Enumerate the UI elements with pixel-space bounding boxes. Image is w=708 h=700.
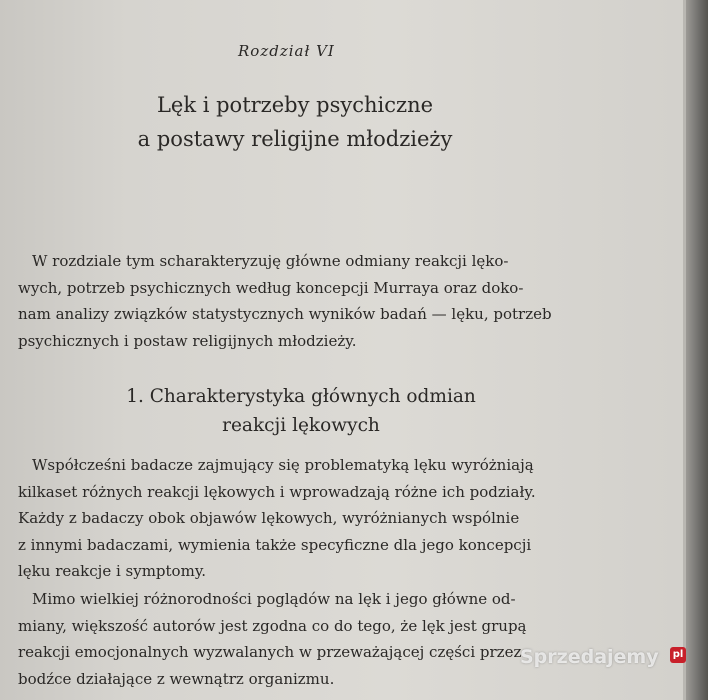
section-heading	[96, 382, 506, 440]
body-paragraph-1	[18, 452, 603, 585]
section-heading-line-2: reakcji lękowych	[222, 415, 380, 436]
body2-line-4: bodźce działające z wewnątrz organizmu.	[18, 669, 335, 688]
body2-line-1: Mimo wielkiej różnorodności poglądów na lęk i jego główne od-	[32, 590, 516, 608]
body-paragraph-2	[18, 586, 603, 692]
body1-line-3: Każdy z badaczy obok objawów lękowych, wyróżnianych wspólnie	[18, 509, 520, 527]
body1-line-5: lęku reakcje i symptomy.	[18, 562, 207, 580]
watermark-badge: pl	[670, 647, 686, 663]
body2-line-2: miany, większość autorów jest zgodna co do tego, że lęk jest grupą	[18, 616, 527, 635]
intro-line-3: nam analizy związków statystycznych wyników badań — lęku, potrzeb	[18, 305, 552, 323]
intro-line-1: W rozdziale tym scharakteryzuję główne odmiany reakcji lęko-	[32, 252, 509, 270]
intro-paragraph	[18, 248, 603, 354]
chapter-title	[110, 88, 480, 156]
body1-line-1: Współcześni badacze zajmujący się problematyką lęku wyróżniają	[32, 456, 534, 474]
page-edge-shadow	[686, 0, 708, 700]
intro-line-2: wych, potrzeb psychicznych według koncepcji Murraya oraz doko-	[18, 278, 524, 297]
chapter-title-line-2: a postawy religijne młodzieży	[137, 127, 453, 151]
watermark-logo: Sprzedajemy	[520, 646, 659, 668]
body1-line-4: z innymi badaczami, wymienia także specyficzne dla jego koncepcji	[18, 535, 532, 554]
chapter-label: Rozdział VI	[238, 42, 335, 60]
intro-line-4: psychicznych i postaw religijnych młodzieży.	[18, 331, 357, 350]
section-heading-line-1: 1. Charakterystyka głównych odmian	[126, 386, 476, 407]
chapter-title-line-1: Lęk i potrzeby psychiczne	[156, 93, 434, 117]
body2-line-3: reakcji emocjonalnych wyzwalanych w przeważającej części przez	[18, 643, 522, 661]
body1-line-2: kilkaset różnych reakcji lękowych i wprowadzają różne ich podziały.	[18, 482, 536, 501]
